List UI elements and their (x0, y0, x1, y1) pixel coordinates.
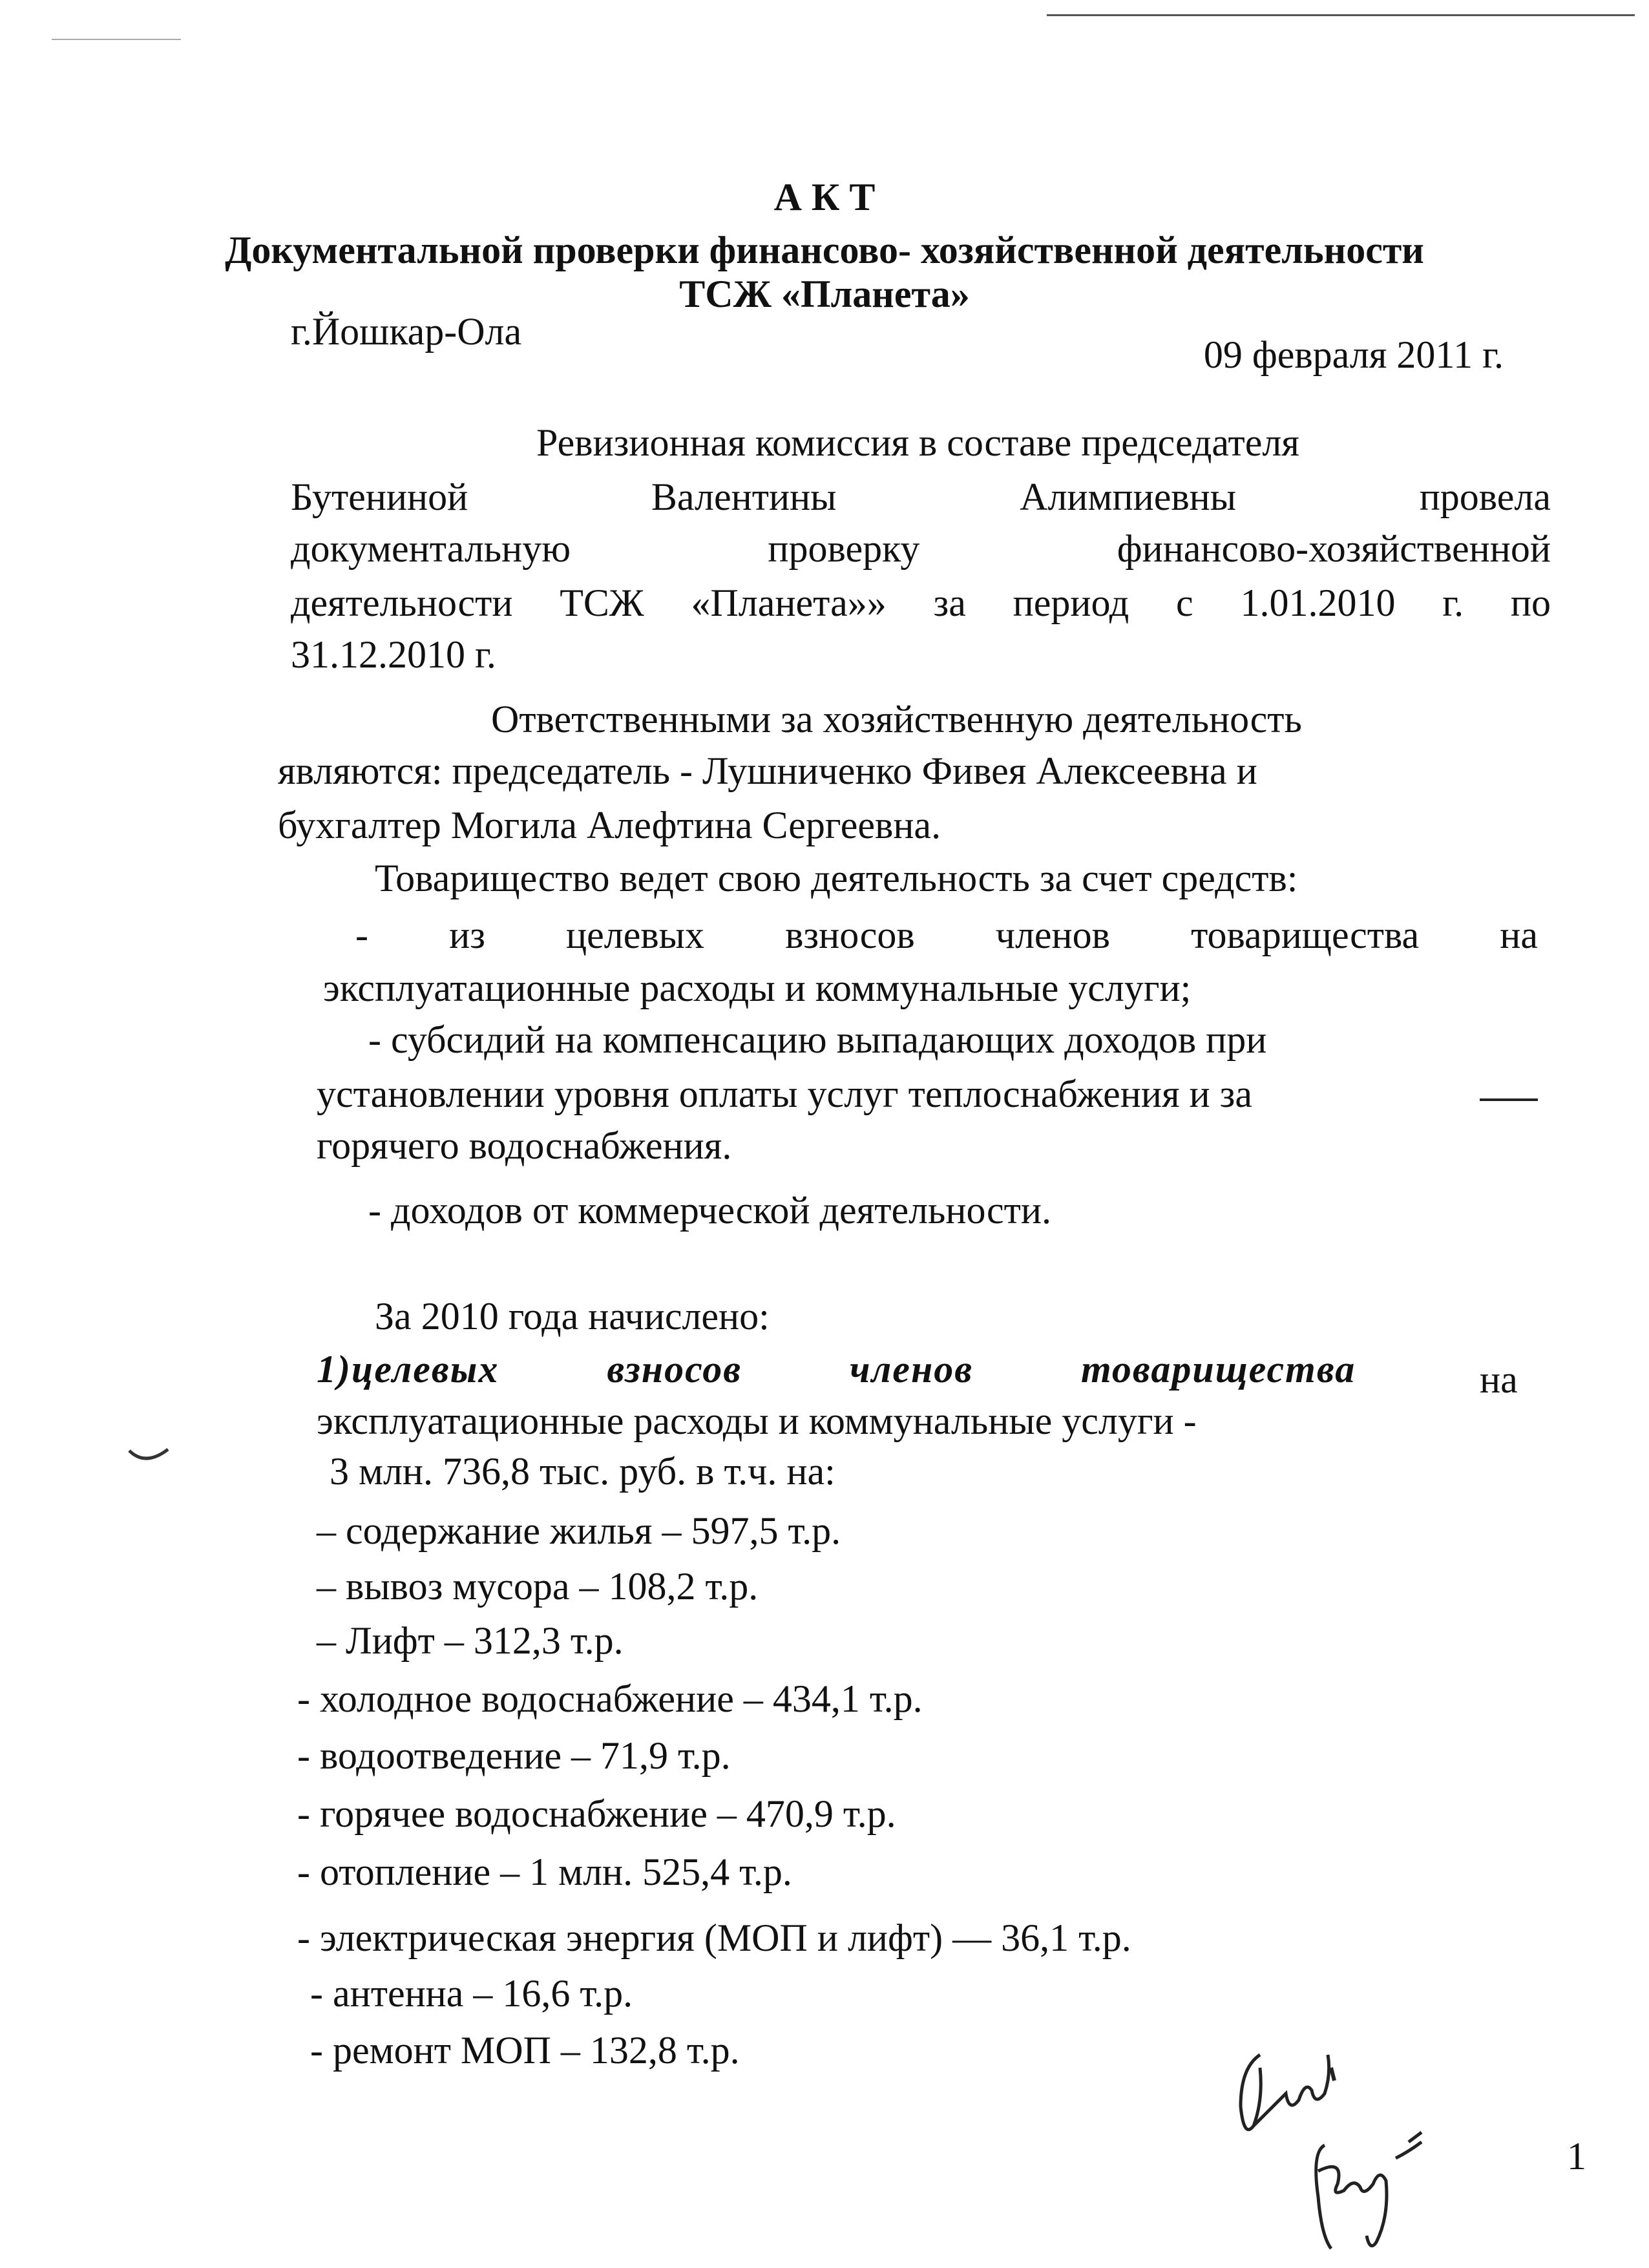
funding-line-6: горячего водоснабжения. (317, 1124, 732, 1167)
funding-line-1: Товарищество ведет свою деятельность за счет средств: (375, 857, 1298, 899)
scan-smudge (52, 39, 181, 40)
funding-line-5: установлении уровня оплаты услуг теплоснабжения и за (317, 1073, 1252, 1115)
breakdown-item: - антенна – 16,6 т.р. (310, 1972, 633, 2015)
handwritten-signature (1215, 2029, 1486, 2262)
breakdown-item: - ремонт МОП – 132,8 т.р. (310, 2029, 740, 2072)
breakdown-item: – Лифт – 312,3 т.р. (317, 1619, 624, 1662)
punch-hole-mark (126, 1444, 171, 1470)
document-date: 09 февраля 2011 г. (1203, 333, 1504, 376)
breakdown-item: - электрическая энергия (МОП и лифт) — 36,1 т.р. (297, 1916, 1131, 1959)
item1-line-2: эксплуатационные расходы и коммунальные услуги - (317, 1400, 1197, 1442)
accrued-heading: За 2010 года начислено: (375, 1295, 770, 1338)
intro-line-2: Бутениной Валентины Алимпиевны провела (291, 476, 1551, 518)
funding-line-4: - субсидий на компенсацию выпадающих доходов при (368, 1018, 1267, 1061)
breakdown-item: - водоотведение – 71,9 т.р. (297, 1734, 731, 1777)
breakdown-item: – содержание жилья – 597,5 т.р. (317, 1509, 841, 1552)
document-subtitle-line1: Документальной проверки финансово- хозяйственной деятельности (225, 229, 1424, 271)
item1-heading: 1)целевых взносов членов товарищества (317, 1348, 1356, 1391)
responsible-line-1: Ответственными за хозяйственную деятельность (491, 698, 1302, 740)
funding-line-7: - доходов от коммерческой деятельности. (368, 1189, 1051, 1232)
breakdown-item: - отопление – 1 млн. 525,4 т.р. (297, 1851, 792, 1893)
breakdown-item: - холодное водоснабжение – 434,1 т.р. (297, 1677, 923, 1720)
intro-line-4: деятельности ТСЖ «Планета»» за период с 1.01.2010 г. по (291, 582, 1551, 624)
breakdown-item: - горячее водоснабжение – 470,9 т.р. (297, 1792, 896, 1835)
responsible-line-2: являются: председатель - Лушниченко Фивея Алексеевна и (278, 750, 1257, 792)
document-subtitle-line2: ТСЖ «Планета» (679, 273, 970, 315)
item1-line-3: 3 млн. 736,8 тыс. руб. в т.ч. на: (330, 1450, 835, 1493)
document-title: А К Т (773, 176, 876, 218)
responsible-line-3: бухгалтер Могила Алефтина Сергеевна. (278, 804, 941, 846)
page-number: 1 (1567, 2135, 1586, 2178)
city: г.Йошкар-Ола (291, 310, 522, 353)
funding-line-2: - из целевых взносов членов товарищества на (355, 914, 1538, 956)
funding-line-3: эксплуатационные расходы и коммунальные услуги; (323, 967, 1192, 1009)
intro-line-5: 31.12.2010 г. (291, 633, 496, 676)
intro-line-1: Ревизионная комиссия в составе председателя (536, 421, 1299, 464)
strike-mark (1480, 1098, 1538, 1101)
intro-line-3: документальную проверку финансово-хозяйственной (291, 527, 1551, 570)
breakdown-item: – вывоз мусора – 108,2 т.р. (317, 1565, 759, 1608)
scan-edge-line (1047, 14, 1635, 16)
item1-heading-tail: на (1480, 1358, 1518, 1401)
